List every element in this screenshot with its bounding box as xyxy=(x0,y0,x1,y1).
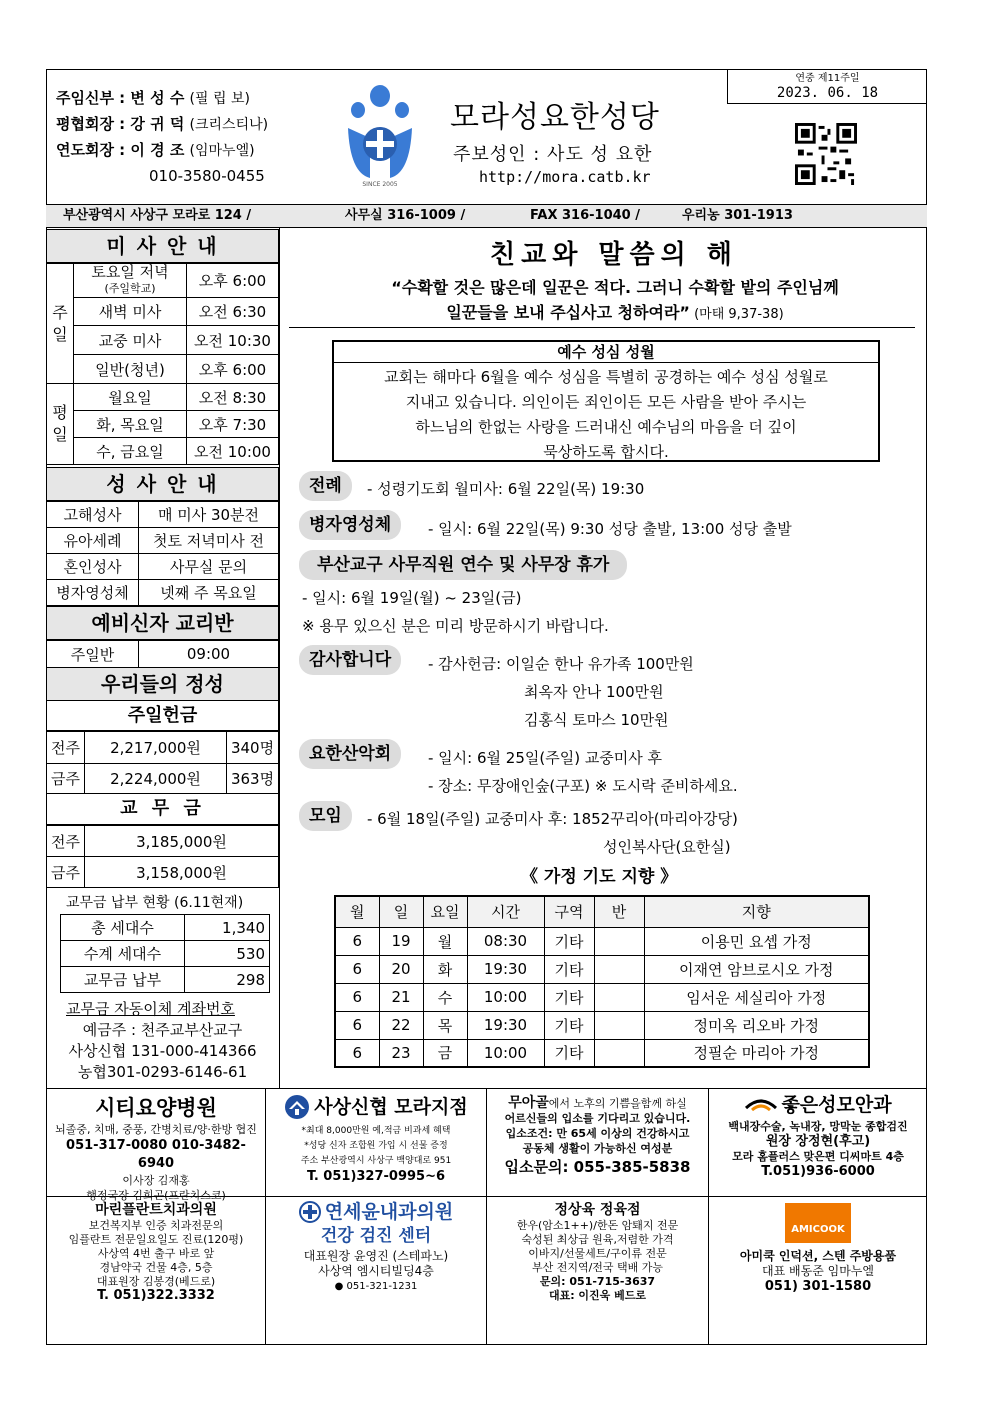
mass-time: 오전 10:30 xyxy=(187,326,279,355)
status-label: 교무금 납부 xyxy=(61,967,185,993)
col-header: 시간 xyxy=(467,896,544,927)
sacrament-time: 첫토 저녁미사 전 xyxy=(139,528,279,554)
mass-name: 새벽 미사 xyxy=(74,298,187,326)
account-number: 농협301-0293-6146-61 xyxy=(77,1063,248,1081)
hiking-text: - 장소: 무장애인숲(구포) ※ 도시락 준비하세요. xyxy=(428,777,738,795)
sacrament-table xyxy=(46,501,279,606)
hiking-text: - 일시: 6월 25일(주일) 교중미사 후 xyxy=(428,749,663,767)
offering-week: 금주 xyxy=(47,764,85,794)
mass-name: 일반(청년) xyxy=(74,355,187,384)
account-info xyxy=(46,1020,279,1083)
ad-butcher: 정상육 정육점 한우(암소1++)/한돈 암퇘지 전문 숙성된 최상급 원육,저렴한 가격 이바지/선물세트/구이류 전문 부산 전지역/전국 택배 가능 문의: 051-715-3637 대표: 이진욱 베드로 xyxy=(516,1202,679,1302)
col-header: 지향 xyxy=(644,896,869,927)
staff-row: 평협회장 : 강 귀 덕 (크리스티나) xyxy=(56,115,269,133)
due-amount: 3,158,000원 xyxy=(85,857,279,888)
sacrament-name: 유아세례 xyxy=(47,528,139,554)
col-header: 일 xyxy=(379,896,423,927)
office-notice-text: - 일시: 6월 19일(월) ~ 23일(금) xyxy=(302,589,522,607)
staff-row: 주임신부 : 변 성 수 (필 립 보) xyxy=(56,89,250,107)
quote-divider xyxy=(289,327,915,328)
mass-time: 오전 10:00 xyxy=(187,438,279,465)
mass-title: 미 사 안 내 xyxy=(46,229,279,263)
col-header: 반 xyxy=(594,896,644,927)
office-notice-text: ※ 용무 있으신 분은 미리 방문하시기 바랍니다. xyxy=(302,617,609,635)
due-week: 전주 xyxy=(47,826,85,857)
sunday-offering-title: 주일헌금 xyxy=(46,701,279,731)
clinic-logo-icon xyxy=(299,1201,321,1223)
liturgical-week: 연중 제11주일 xyxy=(795,73,860,84)
ad-nursing-home: 무아골에서 노후의 기쁨을함께 하실 어르신들의 입소를 기다리고 있습니다. 입소조건: 만 65세 이상의 건강하시고 공동체 생활이 가능하신 여성분 입소문의: 055-385-5838 xyxy=(504,1095,691,1176)
offering-amount: 2,217,000원 xyxy=(85,732,227,764)
sunday-label: 주 일 xyxy=(47,264,74,384)
address: 부산광역시 사상구 모라로 124 / xyxy=(63,208,252,223)
credit-union-logo-icon xyxy=(284,1094,310,1120)
offering-week: 전주 xyxy=(47,732,85,764)
account-holder: 예금주 : 천주교부산교구 xyxy=(82,1021,243,1039)
mass-table xyxy=(46,263,279,465)
status-value: 298 xyxy=(185,967,270,993)
date-box xyxy=(727,69,927,104)
thanks-text: 김홍식 토마스 10만원 xyxy=(524,711,669,729)
meeting-text: - 6월 18일(주일) 교중미사 후: 1852꾸리아(마리아강당) xyxy=(367,810,738,828)
sacrament-time: 사무실 문의 xyxy=(139,554,279,580)
catechumen-title: 예비신자 교리반 xyxy=(46,606,279,640)
offering-count: 363명 xyxy=(227,764,279,794)
col-header: 월 xyxy=(335,896,379,927)
account-number: 사상신협 131-000-414366 xyxy=(68,1042,257,1060)
table-row: 6 19 월 08:30 기타 이용민 요셉 가정 xyxy=(335,927,869,955)
mass-time: 오후 6:00 xyxy=(187,355,279,384)
staff-list xyxy=(56,86,268,189)
box-body: 교회는 해마다 6월을 예수 성심을 특별히 공경하는 예수 성심 성월로 지내고 있습니다. 의인이든 죄인이든 모든 사람을 받아 주시는 하느님의 한없는 사랑을 드러내신 예수님의 마음을 더 깊이 묵상하도록 합시다. xyxy=(384,368,828,461)
ad-amicook: AMICOOK 아미쿡 인덕션, 스텐 주방용품 대표 배동준 임마누엘 051) 301-1580 xyxy=(710,1203,926,1294)
mass-time: 오후 7:30 xyxy=(187,411,279,438)
meeting-text: 성인복사단(요한실) xyxy=(603,838,731,856)
website-link[interactable]: http://mora.catb.kr xyxy=(479,168,651,186)
eye-logo-icon xyxy=(744,1094,778,1116)
hiking-label: 요한산악회 xyxy=(299,739,401,769)
quote-line: 일꾼들을 보내 주십사고 청하여라” (마태 9,37-38) xyxy=(446,303,784,322)
sick-communion-text: - 일시: 6월 22일(목) 9:30 성당 출발, 13:00 성당 출발 xyxy=(428,520,792,538)
sick-communion-label: 병자영성체 xyxy=(299,510,401,540)
due-week: 금주 xyxy=(47,857,85,888)
liturgy-label: 전례 xyxy=(299,471,352,501)
year-theme: 친교와 말씀의 해 xyxy=(490,240,738,270)
prayer-table xyxy=(334,895,870,1068)
mass-name: 교중 미사 xyxy=(74,326,187,355)
sacrament-name: 병자영성체 xyxy=(47,580,139,606)
due-status-table xyxy=(60,914,270,993)
page-title: 모라성요한성당 xyxy=(450,100,660,135)
scripture-quote xyxy=(330,275,900,327)
office-phone: 사무실 316-1009 / xyxy=(345,208,466,223)
ad-city-hospital: 시티요양병원 뇌졸중, 치매, 중풍, 간병치료/양·한방 협진 051-317-0080 010-3482-6940 이사장 김재홍 행정국장 김희곤(프란치스코) xyxy=(55,1096,257,1202)
thanks-text: 최옥자 안나 100만원 xyxy=(524,683,664,701)
offering-amount: 2,224,000원 xyxy=(85,764,227,794)
liturgy-text: - 성령기도회 월미사: 6월 22일(목) 19:30 xyxy=(367,480,645,498)
sacrament-time: 매 미사 30분전 xyxy=(139,502,279,528)
ads-divider xyxy=(265,1088,266,1345)
column-divider xyxy=(279,228,280,1088)
office-notice-label: 부산교구 사무직원 연수 및 사무장 휴가 xyxy=(299,550,627,580)
phone: 010-3580-0455 xyxy=(149,167,265,185)
status-value: 1,340 xyxy=(185,915,270,941)
ad-eye-clinic: 좋은성모안과 백내장수술, 녹내장, 망막눈 종합검진 원장 장정현(후고) 모라 홈플러스 맞은편 디씨마트 4층 T.051)936-6000 xyxy=(728,1093,908,1179)
prayer-header-row xyxy=(335,896,869,927)
sacrament-name: 혼인성사 xyxy=(47,554,139,580)
logo-text: SINCE 2005 xyxy=(362,181,398,188)
sacrament-time: 넷째 주 목요일 xyxy=(139,580,279,606)
mass-time: 오후 6:00 xyxy=(187,264,279,298)
prayer-title: 《 가정 기도 지향 》 xyxy=(521,867,678,887)
thanks-label: 감사합니다 xyxy=(299,645,401,675)
patron-saint: 주보성인 : 사도 성 요한 xyxy=(453,144,653,165)
sacrament-title: 성 사 안 내 xyxy=(46,467,279,501)
fax: FAX 316-1040 / xyxy=(530,208,640,223)
woorinong-phone: 우리농 301-1913 xyxy=(682,208,793,223)
weekday-label: 평 일 xyxy=(47,384,74,465)
status-label: 총 세대수 xyxy=(61,915,185,941)
mass-name: 화, 목요일 xyxy=(74,411,187,438)
address-bar xyxy=(46,204,927,228)
quote-line: “수확할 것은 많은데 일꾼은 적다. 그러니 수확할 밭의 주인님께 xyxy=(391,278,839,297)
sacrament-name: 고해성사 xyxy=(47,502,139,528)
due-title: 교 무 금 xyxy=(46,793,279,825)
mass-time: 오전 6:30 xyxy=(187,298,279,326)
ad-credit-union: 사상신협 모라지점 *최대 8,000만원 예,적금 비과세 혜택 *성당 신자 조합원 가입 시 선물 증정 주소 부산광역시 사상구 백양대로 951 T. 051)327-0995~6 xyxy=(267,1094,485,1184)
ads-divider xyxy=(708,1088,709,1345)
due-amount: 3,185,000원 xyxy=(85,826,279,857)
issue-date: 2023. 06. 18 xyxy=(776,85,879,101)
ad-dental: 마린플란트치과의원 보건복지부 인증 치과전문의 임플란트 전문일요일도 진료(120평) 사상역 4번 출구 바로 앞 경남약국 건물 4층, 5층 대표원장 김봉경(베드로) T. 051)322.3332 xyxy=(68,1202,244,1303)
catechumen-time: 09:00 xyxy=(139,641,279,668)
amicook-logo: AMICOOK xyxy=(785,1203,851,1243)
box-title: 예수 성심 성월 xyxy=(334,342,878,363)
table-row: 6 22 목 19:30 기타 정미옥 리오바 가정 xyxy=(335,1011,869,1039)
sunday-offering-table xyxy=(46,731,279,794)
col-header: 구역 xyxy=(544,896,594,927)
mass-name: 토요일 저녁 (주일학교) xyxy=(74,264,187,298)
thanks-text: - 감사헌금: 이일순 한나 유가족 100만원 xyxy=(428,655,694,673)
table-row: 6 21 수 10:00 기타 임서운 세실리아 가정 xyxy=(335,983,869,1011)
table-row: 6 23 금 10:00 기타 정필순 마리아 가정 xyxy=(335,1039,869,1067)
table-row: 6 20 화 19:30 기타 이재연 암브로시오 가정 xyxy=(335,955,869,983)
ad-internal-clinic: 연세윤내과의원 건강 검진 센터 대표원장 윤영진 (스테파노) 사상역 엠시티빌딩4층 ● 051-321-1231 xyxy=(267,1201,485,1294)
meeting-label: 모임 xyxy=(299,801,352,831)
church-logo xyxy=(340,78,420,188)
auto-transfer-title: 교무금 자동이체 계좌번호 xyxy=(66,1000,235,1018)
due-table xyxy=(46,825,279,888)
due-status-title: 교무금 납부 현황 (6.11현재) xyxy=(66,895,244,911)
status-value: 530 xyxy=(185,941,270,967)
offering-count: 340명 xyxy=(227,732,279,764)
qr-code[interactable] xyxy=(795,123,857,185)
ads-divider xyxy=(486,1088,487,1345)
status-label: 수계 세대수 xyxy=(61,941,185,967)
mass-time: 오전 8:30 xyxy=(187,384,279,411)
mass-name: 수, 금요일 xyxy=(74,438,187,465)
staff-row: 연도회장 : 이 경 조 (임마누엘) xyxy=(56,141,255,159)
catechumen-class: 주일반 xyxy=(47,641,139,668)
catechumen-table xyxy=(46,640,279,668)
offering-title: 우리들의 정성 xyxy=(46,667,279,701)
mass-name: 월요일 xyxy=(74,384,187,411)
sacred-heart-box xyxy=(332,340,880,462)
col-header: 요일 xyxy=(423,896,467,927)
